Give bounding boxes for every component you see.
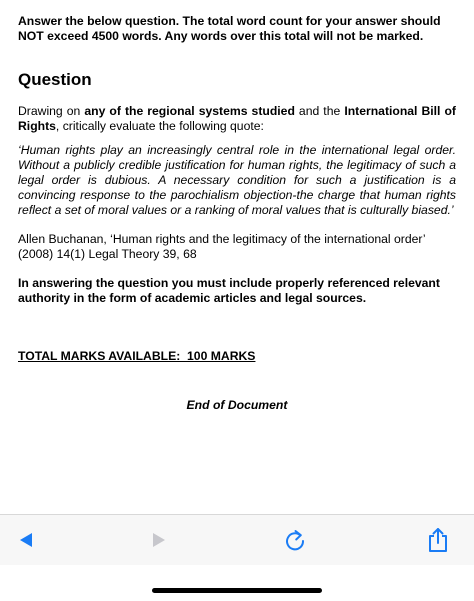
question-prompt [18, 104, 456, 134]
end-of-document: End of Document [186, 398, 288, 412]
share-button[interactable] [424, 526, 452, 554]
authority-instruction: In answering the question you must include properly referenced relevant authority in the form of academic articles and legal sources. [18, 276, 440, 305]
triangle-right-icon [150, 531, 168, 549]
browser-toolbar [0, 514, 474, 565]
home-indicator[interactable] [152, 588, 322, 593]
prompt-bill-of-rights: International Bill of Rights [18, 104, 456, 133]
total-marks: TOTAL MARKS AVAILABLE: 100 MARKS [18, 349, 256, 363]
prompt-text-3: , critically evaluate the following quote: [55, 119, 264, 133]
home-indicator-area [0, 565, 474, 601]
back-button[interactable] [12, 526, 40, 554]
forward-button[interactable] [145, 526, 173, 554]
triangle-left-icon [17, 531, 35, 549]
prompt-text-1: Drawing on [18, 104, 85, 118]
quote-citation: Allen Buchanan, ‘Human rights and the legitimacy of the international order’ (2008) 14(1) Legal Theory 39, 68 [18, 232, 426, 261]
question-quote: ‘Human rights play an increasingly central role in the international legal order. Without a publicly credible justification for human rights, the legitimacy of such a legal order is dubious. A necessary condition for such a justification is a convincing response to the parochialism objection-the charge that human rights reflect a set of moral values or a ranking of moral values that is culturally biased.’ [18, 143, 456, 217]
prompt-text-2: and the [294, 104, 345, 118]
reload-button[interactable] [281, 526, 309, 554]
intro-instructions: Answer the below question. The total word count for your answer should NOT exceed 4500 words. Any words over this total will not be marked. [18, 14, 441, 43]
prompt-regional-systems: any of the regional systems studied [84, 104, 295, 118]
reload-icon [283, 528, 307, 552]
share-icon [426, 527, 450, 553]
document-page [18, 14, 456, 413]
question-heading: Question [18, 70, 92, 89]
